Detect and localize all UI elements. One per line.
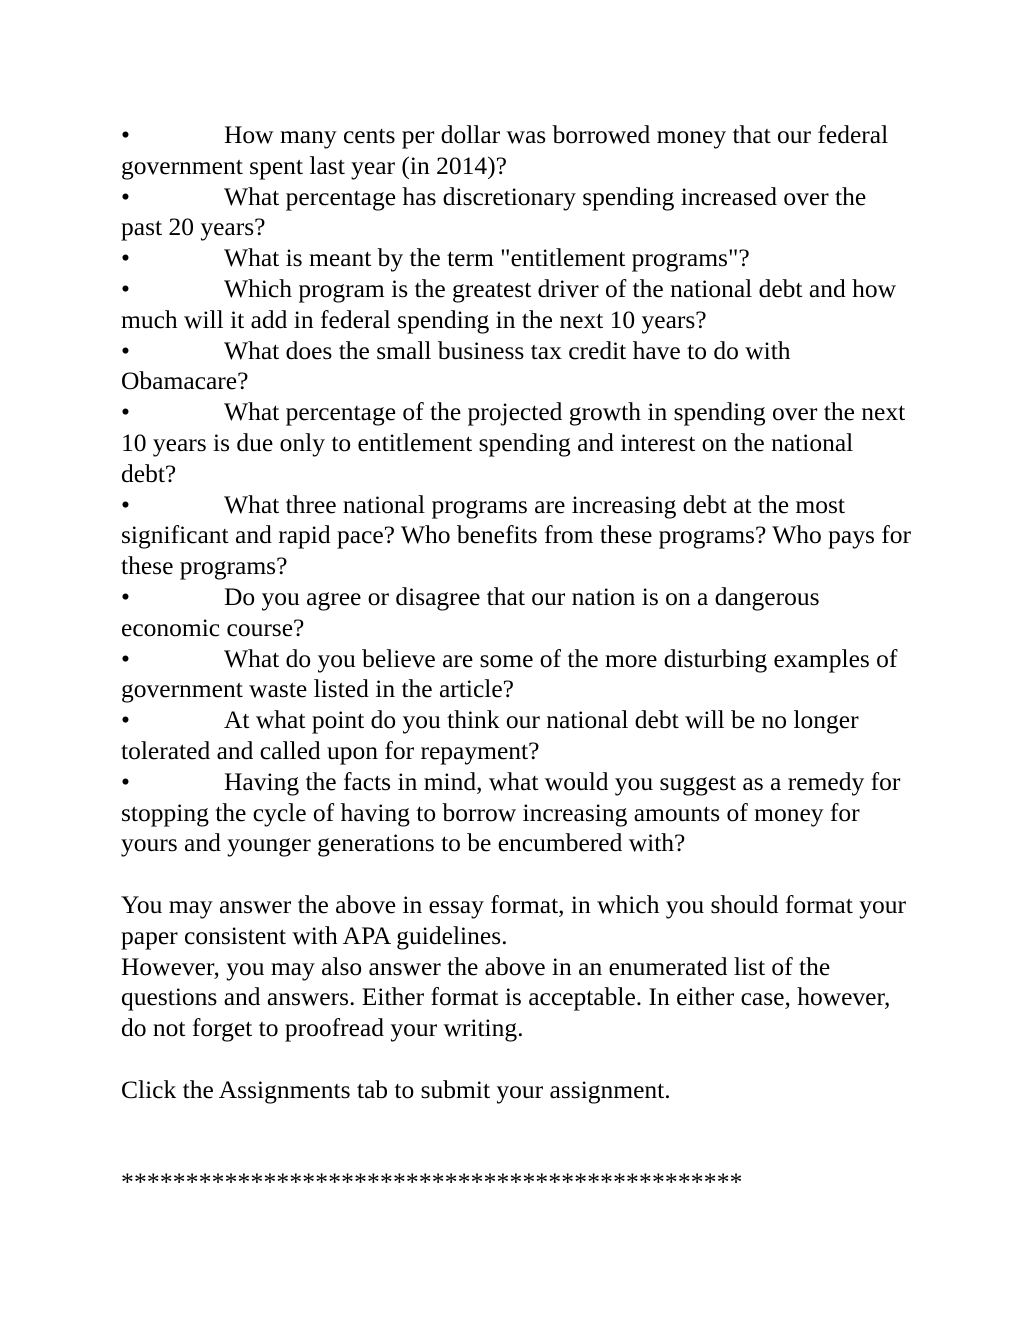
essay-format-instruction: You may answer the above in essay format, in which you should format your paper consistent with APA guidelines.: [121, 889, 906, 950]
list-format-instruction: However, you may also answer the above in an enumerated list of the questions and answers. Either format is acceptable. In either case, however, do not forget to proofread your writing.: [121, 951, 891, 1043]
question-text: What do you believe are some of the more disturbing examples of government waste listed in the article?: [121, 643, 898, 704]
question-text: At what point do you think our national debt will be no longer tolerated and called upon for repayment?: [121, 705, 859, 765]
bullet-icon: •: [121, 181, 130, 211]
separator-line: ************************************************: [121, 1167, 743, 1197]
submit-instruction: Click the Assignments tab to submit your assignment.: [121, 1074, 671, 1104]
bullet-icon: •: [121, 120, 130, 149]
question-item: [121, 582, 911, 644]
question-item: [121, 767, 911, 859]
bullet-icon: •: [121, 581, 130, 611]
question-text: What percentage of the projected growth in spending over the next 10 years is due only to entitlement spending and interest on the national debt?: [121, 397, 906, 488]
question-item: [121, 182, 911, 244]
question-text: Which program is the greatest driver of the national debt and how much will it add in federal spending in the next 10 years?: [121, 273, 896, 334]
question-text: How many cents per dollar was borrowed money that our federal government spent last year (in 2014)?: [121, 120, 889, 180]
question-item: [121, 490, 911, 582]
question-text: Do you agree or disagree that our nation is on a dangerous economic course?: [121, 581, 820, 642]
document-page: [121, 120, 911, 1198]
question-text: What does the small business tax credit have to do with Obamacare?: [121, 335, 791, 396]
blank-line: [121, 859, 911, 890]
bullet-icon: •: [121, 273, 130, 303]
question-text: What three national programs are increasing debt at the most significant and rapid pace? Who benefits from these programs? Who pays for these programs?: [121, 489, 912, 581]
bullet-icon: •: [121, 766, 130, 796]
question-text: Having the facts in mind, what would you suggest as a remedy for stopping the cycle of having to borrow increasing amounts of money for yours and younger generations to be encumbered with?: [121, 766, 901, 858]
question-item: [121, 243, 911, 274]
question-item: [121, 644, 911, 706]
question-text: What is meant by the term "entitlement programs"?: [224, 243, 750, 273]
question-item: [121, 336, 911, 398]
bullet-icon: •: [121, 643, 130, 673]
bullet-icon: •: [121, 489, 130, 519]
bullet-icon: •: [121, 705, 130, 735]
question-item: [121, 120, 911, 182]
question-item: [121, 705, 911, 767]
question-item: [121, 274, 911, 336]
bullet-icon: •: [121, 335, 130, 365]
blank-line: [121, 1044, 911, 1075]
question-list: [121, 120, 911, 859]
bullet-icon: •: [121, 397, 130, 427]
bullet-icon: •: [121, 243, 130, 273]
question-item: [121, 397, 911, 489]
question-text: What percentage has discretionary spending increased over the past 20 years?: [121, 181, 867, 242]
blank-line: [121, 1106, 911, 1168]
